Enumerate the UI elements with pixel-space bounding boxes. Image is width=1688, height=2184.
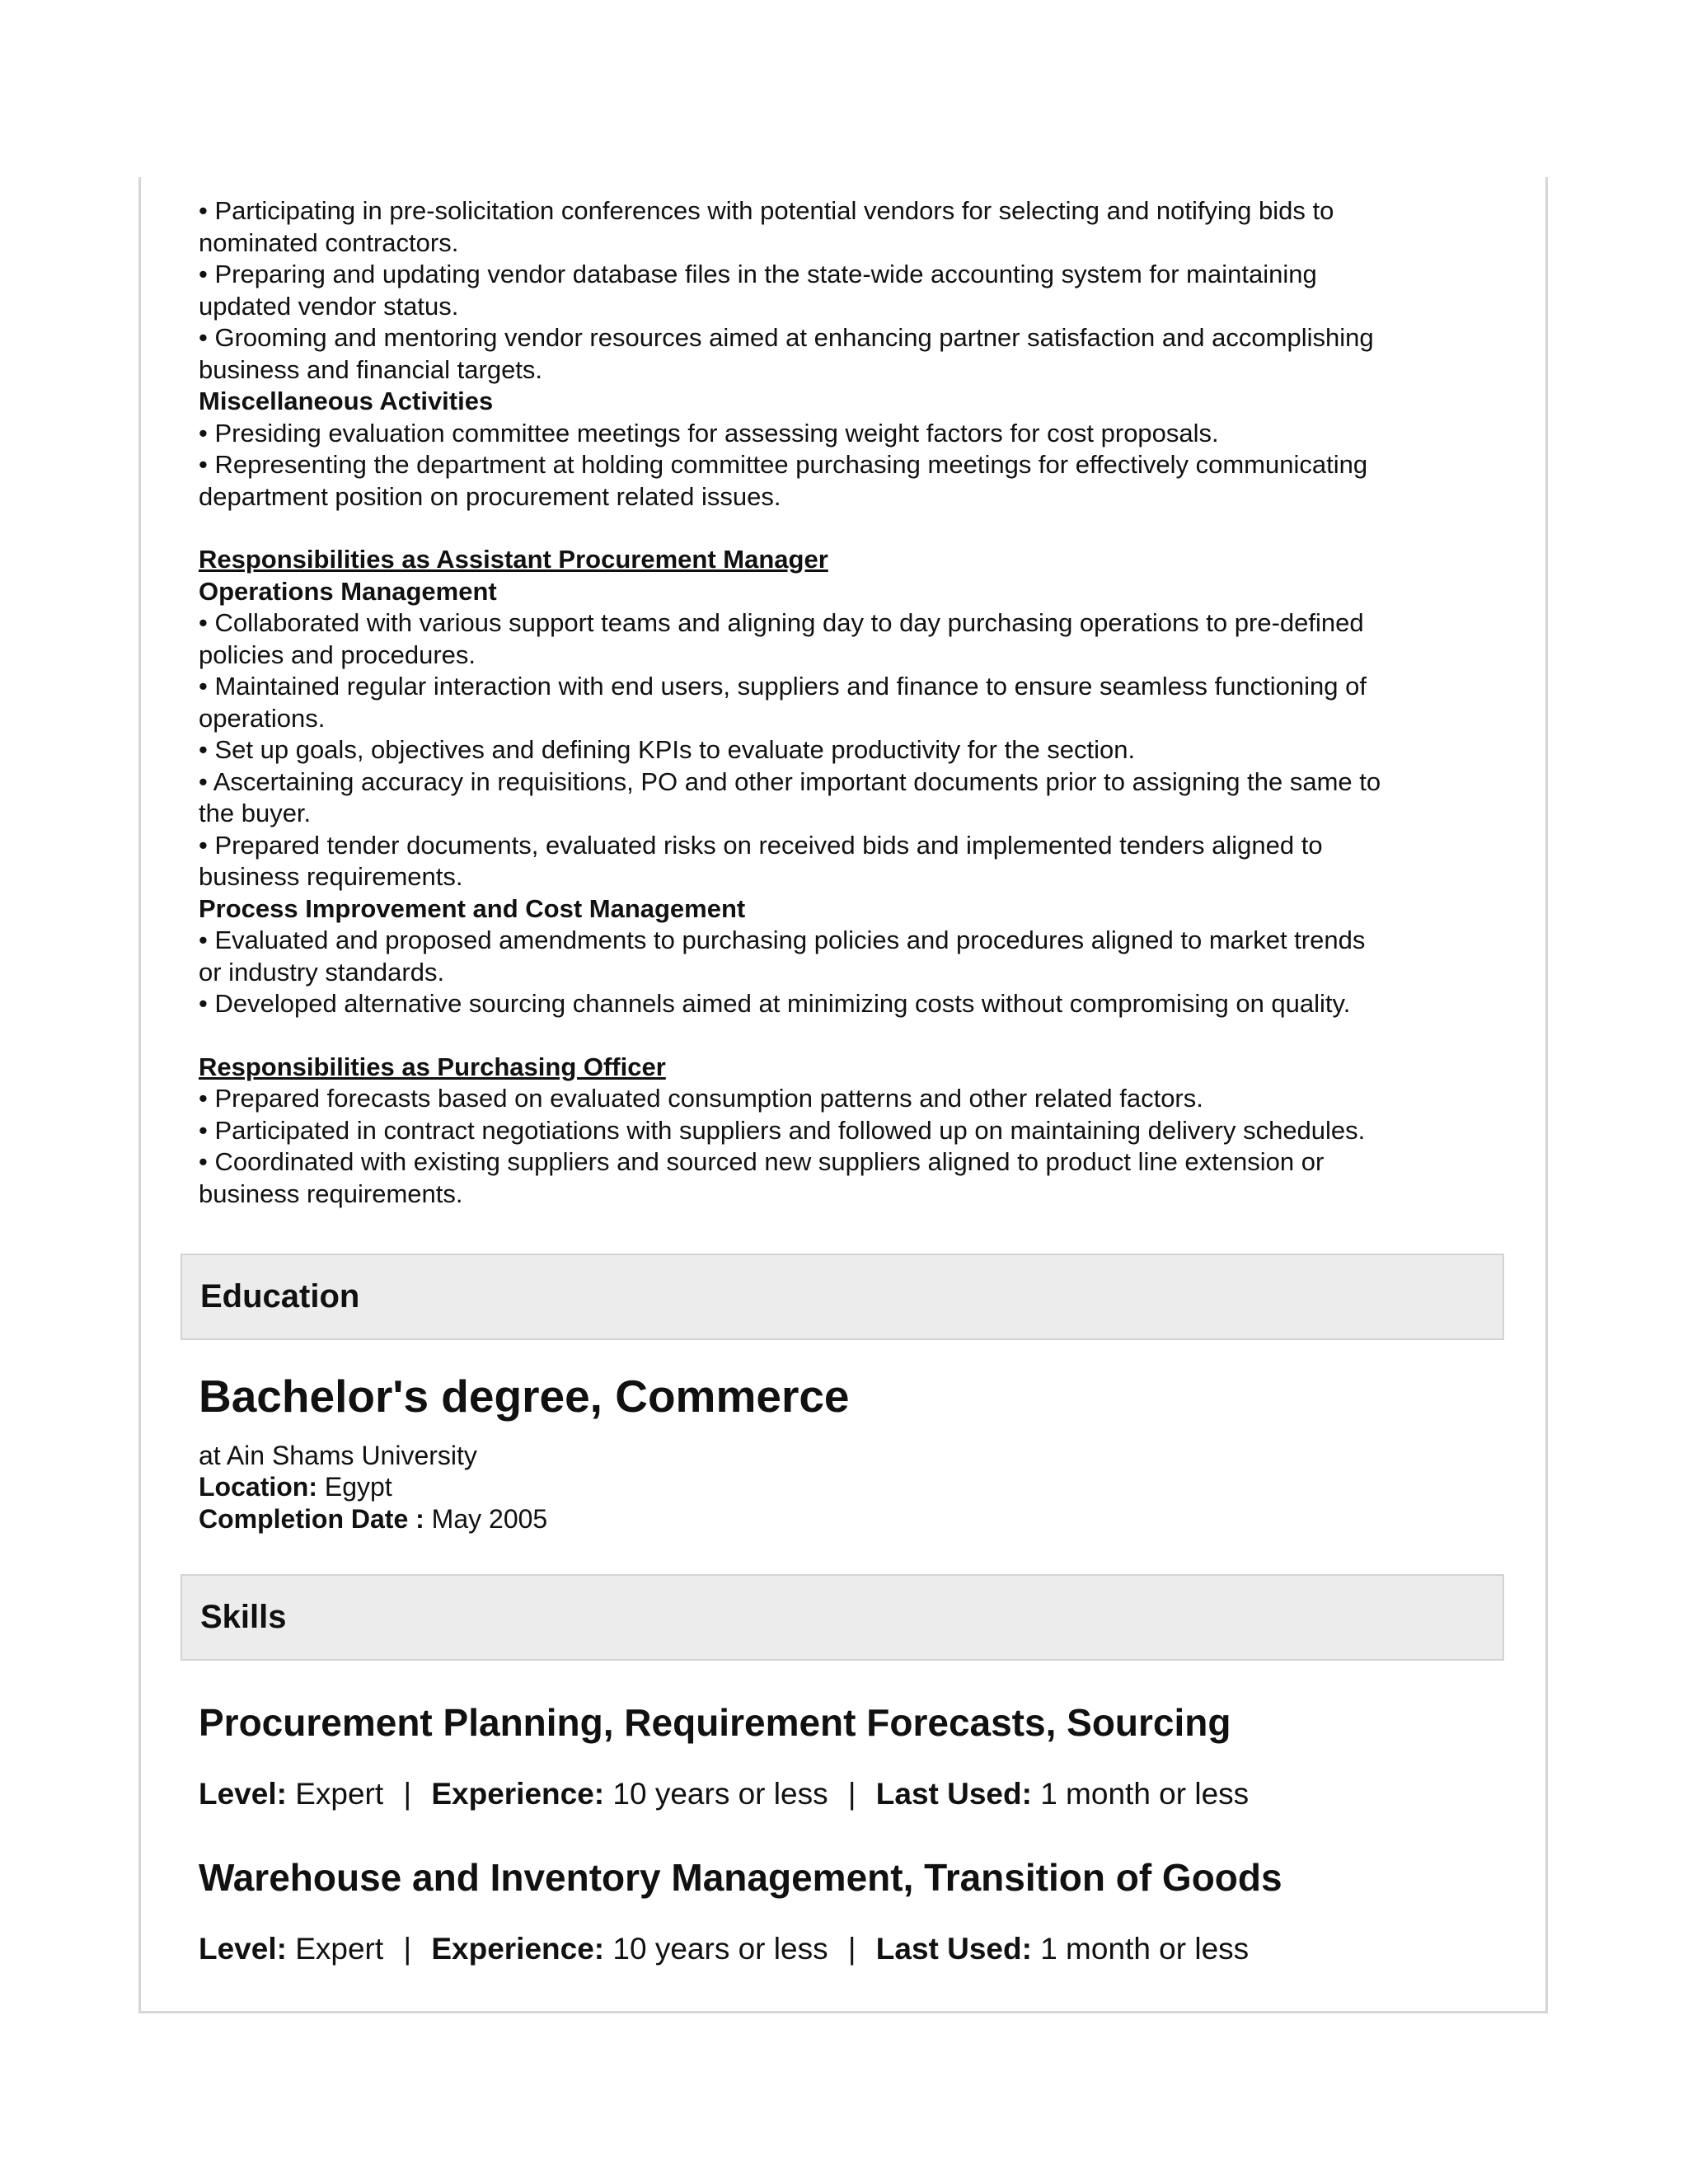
experience-label: Experience: (431, 1777, 605, 1811)
separator: | (403, 1777, 412, 1811)
education-location (199, 1472, 392, 1502)
separator: | (847, 1932, 856, 1966)
text-line: business requirements. (199, 862, 463, 891)
skills-header-title: Skills (200, 1599, 287, 1635)
text-line: or industry standards. (199, 957, 445, 987)
misc-activities-heading: Miscellaneous Activities (199, 387, 494, 415)
text-line: • Evaluated and proposed amendments to purchasing policies and procedures aligned to market trends (199, 926, 1366, 954)
education-section-header (181, 1254, 1504, 1340)
text-line: • Prepared forecasts based on evaluated consumption patterns and other related factors. (199, 1084, 1203, 1113)
text-line: • Participating in pre-solicitation conferences with potential vendors for selecting and notifying bids to (199, 196, 1334, 225)
education-header-title: Education (200, 1278, 360, 1315)
experience-value: 10 years or less (612, 1777, 828, 1811)
process-improvement-list (199, 925, 1501, 1020)
text-line: • Collaborated with various support teams and aligning day to day purchasing operations to pre-defined (199, 608, 1364, 637)
text-line: updated vendor status. (199, 291, 459, 321)
location-value: Egypt (324, 1472, 392, 1502)
misc-activities-list (199, 418, 1501, 513)
skill-meta (199, 1932, 1249, 1966)
assistant-procurement-manager-heading: Responsibilities as Assistant Procurement Manager (199, 545, 828, 574)
skill-title: Warehouse and Inventory Management, Transition of Goods (199, 1856, 1282, 1899)
text-line: department position on procurement related issues. (199, 481, 781, 511)
level-value: Expert (295, 1777, 384, 1811)
text-line: nominated contractors. (199, 227, 459, 257)
separator: | (403, 1932, 412, 1966)
text-line: • Grooming and mentoring vendor resources aimed at enhancing partner satisfaction and accomplishing (199, 323, 1374, 352)
purchasing-officer-heading: Responsibilities as Purchasing Officer (199, 1052, 666, 1081)
text-line: • Ascertaining accuracy in requisitions, PO and other important documents prior to assigning the same to (199, 766, 1381, 796)
level-label: Level: (199, 1932, 287, 1966)
operations-management-heading: Operations Management (199, 576, 497, 606)
experience-label: Experience: (431, 1932, 605, 1966)
text-line: operations. (199, 703, 326, 733)
level-value: Expert (295, 1932, 384, 1966)
last-used-value: 1 month or less (1040, 1932, 1250, 1966)
experience-value: 10 years or less (612, 1932, 828, 1966)
text-line: • Prepared tender documents, evaluated risks on received bids and implemented tenders aligned to (199, 830, 1323, 860)
text-line: • Developed alternative sourcing channels aimed at minimizing costs without compromising on quality. (199, 989, 1351, 1018)
completion-value: May 2005 (431, 1504, 548, 1534)
institution: at Ain Shams University (199, 1441, 477, 1470)
location-label: Location: (199, 1472, 317, 1502)
text-line: • Maintained regular interaction with end users, suppliers and finance to ensure seamless functioning of (199, 672, 1367, 701)
last-used-label: Last Used: (875, 1932, 1032, 1966)
degree-title: Bachelor's degree, Commerce (199, 1371, 850, 1422)
text-line: • Participated in contract negotiations with suppliers and followed up on maintaining delivery schedules. (199, 1115, 1366, 1145)
vendor-duties-list (199, 195, 1501, 386)
experience-details (199, 195, 1501, 1210)
completion-label: Completion Date : (199, 1504, 424, 1534)
process-improvement-heading: Process Improvement and Cost Management (199, 893, 746, 923)
purchasing-officer-list (199, 1083, 1501, 1210)
operations-list (199, 607, 1501, 893)
text-line: business and financial targets. (199, 354, 543, 384)
skills-section-header (181, 1574, 1504, 1661)
text-line: • Coordinated with existing suppliers and sourced new suppliers aligned to product line extension or (199, 1147, 1325, 1176)
separator: | (847, 1777, 856, 1811)
text-line: policies and procedures. (199, 640, 476, 669)
education-completion (199, 1504, 547, 1535)
text-line: • Presiding evaluation committee meetings for assessing weight factors for cost proposals. (199, 418, 1219, 448)
last-used-label: Last Used: (875, 1777, 1032, 1811)
text-line: the buyer. (199, 799, 312, 827)
skill-title: Procurement Planning, Requirement Forecasts, Sourcing (199, 1701, 1231, 1744)
text-line: • Representing the department at holding committee purchasing meetings for effectively communicating (199, 450, 1368, 479)
last-used-value: 1 month or less (1040, 1777, 1250, 1811)
skill-meta (199, 1777, 1249, 1811)
text-line: • Set up goals, objectives and defining KPIs to evaluate productivity for the section. (199, 735, 1136, 764)
text-line: • Preparing and updating vendor database files in the state-wide accounting system for maintaining (199, 260, 1317, 288)
level-label: Level: (199, 1777, 287, 1811)
text-line: business requirements. (199, 1179, 463, 1208)
